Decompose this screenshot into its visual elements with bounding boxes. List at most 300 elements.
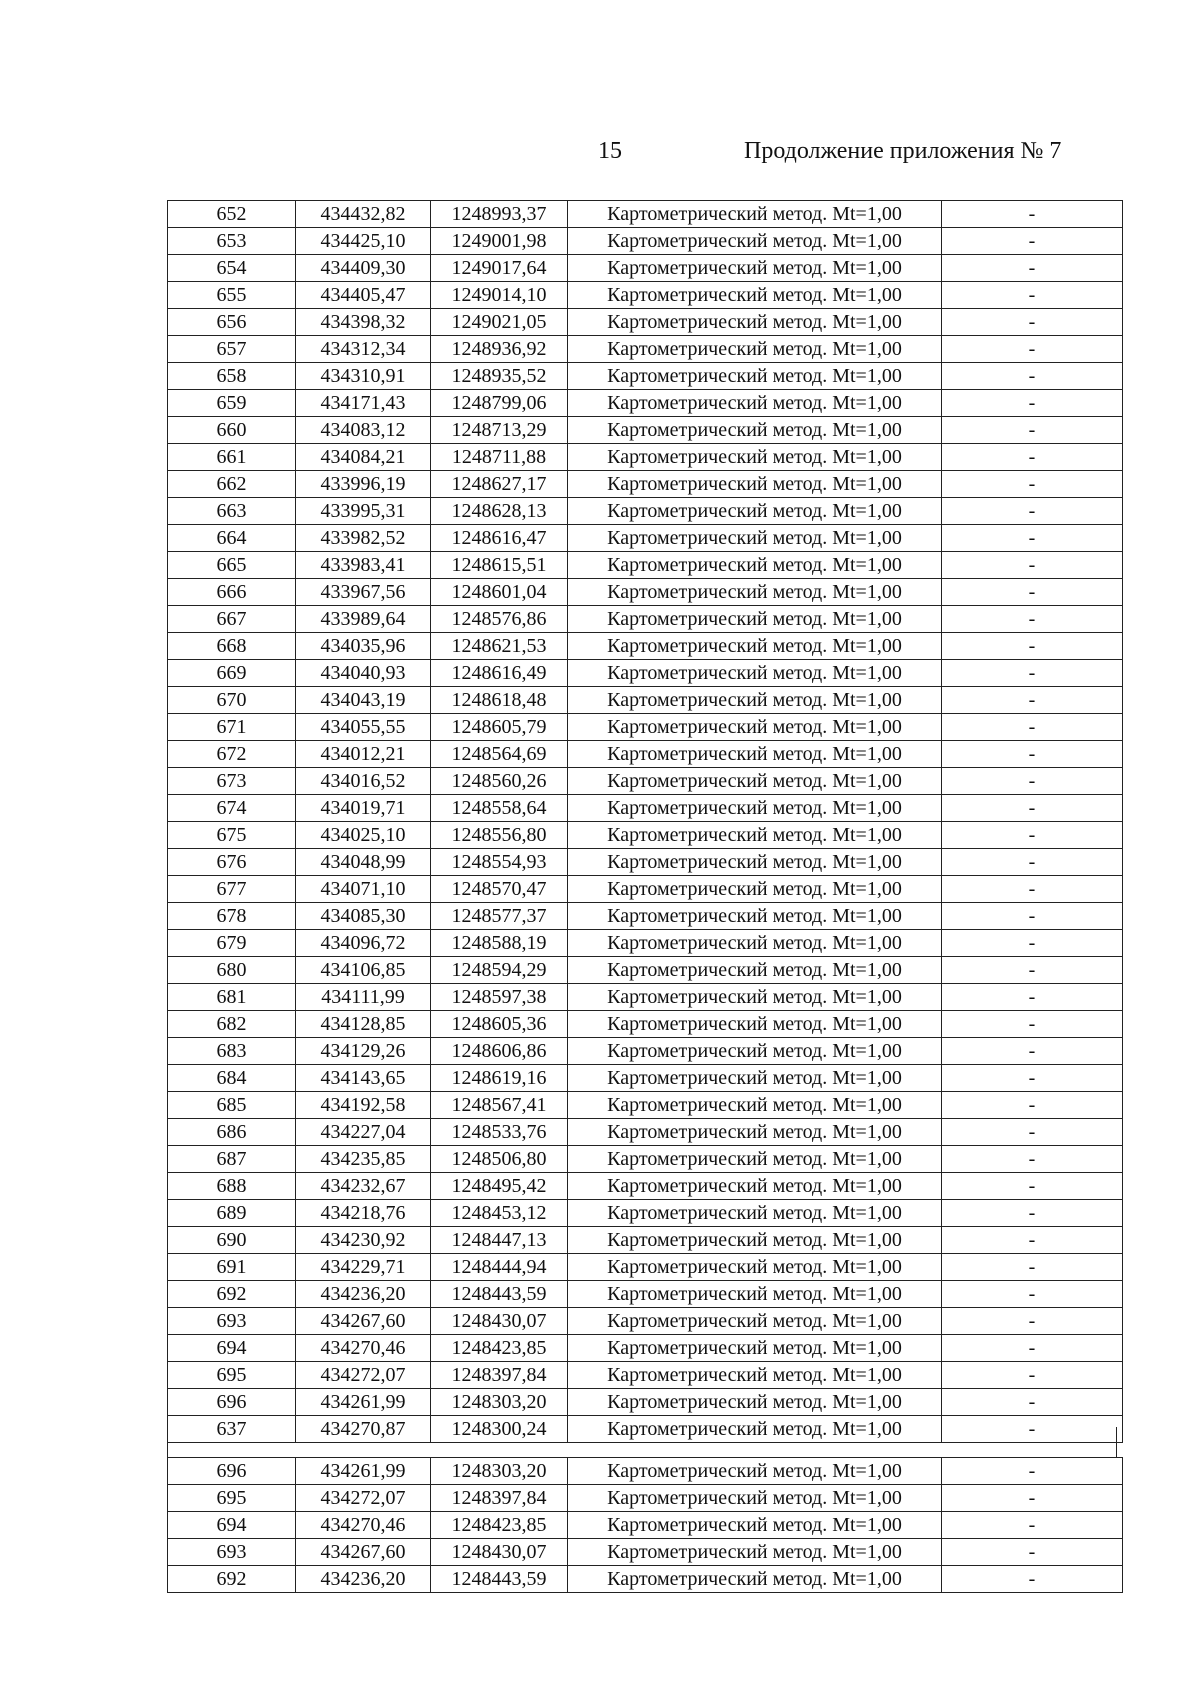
description-cell: -: [942, 336, 1123, 363]
table-row: [168, 1254, 1123, 1281]
y-coordinate-cell: 1249017,64: [431, 255, 568, 282]
x-coordinate-cell: 434071,10: [296, 876, 431, 903]
x-coordinate-cell: 434048,99: [296, 849, 431, 876]
point-number-cell: 662: [168, 471, 296, 498]
method-cell: Картометрический метод. Mt=1,00: [568, 282, 942, 309]
x-coordinate-cell: 433995,31: [296, 498, 431, 525]
table-row: [168, 1119, 1123, 1146]
y-coordinate-cell: 1248935,52: [431, 363, 568, 390]
x-coordinate-cell: 434043,19: [296, 687, 431, 714]
x-coordinate-cell: 434310,91: [296, 363, 431, 390]
method-cell: Картометрический метод. Mt=1,00: [568, 1416, 942, 1443]
point-number-cell: 655: [168, 282, 296, 309]
point-number-cell: 694: [168, 1335, 296, 1362]
x-coordinate-cell: 434405,47: [296, 282, 431, 309]
y-coordinate-cell: 1248495,42: [431, 1173, 568, 1200]
point-number-cell: 674: [168, 795, 296, 822]
y-coordinate-cell: 1248605,79: [431, 714, 568, 741]
x-coordinate-cell: 434267,60: [296, 1308, 431, 1335]
y-coordinate-cell: 1248799,06: [431, 390, 568, 417]
description-cell: -: [942, 606, 1123, 633]
description-cell: -: [942, 1092, 1123, 1119]
table-row: [168, 444, 1123, 471]
x-coordinate-cell: 434261,99: [296, 1389, 431, 1416]
point-number-cell: 696: [168, 1458, 296, 1485]
point-number-cell: 682: [168, 1011, 296, 1038]
x-coordinate-cell: 434236,20: [296, 1281, 431, 1308]
description-cell: -: [942, 309, 1123, 336]
x-coordinate-cell: 434106,85: [296, 957, 431, 984]
description-cell: -: [942, 1512, 1123, 1539]
point-number-cell: 657: [168, 336, 296, 363]
description-cell: -: [942, 795, 1123, 822]
table-row: [168, 525, 1123, 552]
x-coordinate-cell: 434236,20: [296, 1566, 431, 1593]
table-row: [168, 1485, 1123, 1512]
coordinates-table-body: [168, 201, 1123, 1443]
point-number-cell: 692: [168, 1281, 296, 1308]
table-row: [168, 1092, 1123, 1119]
x-coordinate-cell: 434261,99: [296, 1458, 431, 1485]
page-number: 15: [598, 138, 622, 164]
point-number-cell: 696: [168, 1389, 296, 1416]
method-cell: Картометрический метод. Mt=1,00: [568, 579, 942, 606]
method-cell: Картометрический метод. Mt=1,00: [568, 201, 942, 228]
description-cell: -: [942, 444, 1123, 471]
table-row: [168, 1173, 1123, 1200]
method-cell: Картометрический метод. Mt=1,00: [568, 876, 942, 903]
table-row: [168, 255, 1123, 282]
description-cell: -: [942, 1566, 1123, 1593]
coordinates-table-continuation: [167, 1457, 1123, 1593]
description-cell: -: [942, 255, 1123, 282]
table-row: [168, 336, 1123, 363]
point-number-cell: 653: [168, 228, 296, 255]
table-row: [168, 201, 1123, 228]
x-coordinate-cell: 434235,85: [296, 1146, 431, 1173]
point-number-cell: 685: [168, 1092, 296, 1119]
x-coordinate-cell: 434270,87: [296, 1416, 431, 1443]
x-coordinate-cell: 434129,26: [296, 1038, 431, 1065]
method-cell: Картометрический метод. Mt=1,00: [568, 417, 942, 444]
x-coordinate-cell: 434016,52: [296, 768, 431, 795]
y-coordinate-cell: 1248506,80: [431, 1146, 568, 1173]
y-coordinate-cell: 1248588,19: [431, 930, 568, 957]
coordinates-table: [167, 200, 1123, 1443]
y-coordinate-cell: 1248447,13: [431, 1227, 568, 1254]
table-row: [168, 1308, 1123, 1335]
point-number-cell: 693: [168, 1308, 296, 1335]
description-cell: -: [942, 1065, 1123, 1092]
y-coordinate-cell: 1248993,37: [431, 201, 568, 228]
description-cell: -: [942, 498, 1123, 525]
description-cell: -: [942, 1362, 1123, 1389]
description-cell: -: [942, 1011, 1123, 1038]
point-number-cell: 668: [168, 633, 296, 660]
y-coordinate-cell: 1248619,16: [431, 1065, 568, 1092]
table-row: [168, 606, 1123, 633]
method-cell: Картометрический метод. Mt=1,00: [568, 390, 942, 417]
method-cell: Картометрический метод. Mt=1,00: [568, 336, 942, 363]
y-coordinate-cell: 1248711,88: [431, 444, 568, 471]
table-row: [168, 822, 1123, 849]
x-coordinate-cell: 434085,30: [296, 903, 431, 930]
table-row: [168, 660, 1123, 687]
description-cell: -: [942, 1146, 1123, 1173]
point-number-cell: 667: [168, 606, 296, 633]
x-coordinate-cell: 434232,67: [296, 1173, 431, 1200]
description-cell: -: [942, 1335, 1123, 1362]
method-cell: Картометрический метод. Mt=1,00: [568, 1389, 942, 1416]
y-coordinate-cell: 1248444,94: [431, 1254, 568, 1281]
description-cell: -: [942, 390, 1123, 417]
description-cell: -: [942, 1389, 1123, 1416]
description-cell: -: [942, 1416, 1123, 1443]
x-coordinate-cell: 434084,21: [296, 444, 431, 471]
point-number-cell: 677: [168, 876, 296, 903]
table-row: [168, 903, 1123, 930]
x-coordinate-cell: 434111,99: [296, 984, 431, 1011]
y-coordinate-cell: 1248605,36: [431, 1011, 568, 1038]
table-row: [168, 1362, 1123, 1389]
point-number-cell: 663: [168, 498, 296, 525]
y-coordinate-cell: 1248616,47: [431, 525, 568, 552]
method-cell: Картометрический метод. Mt=1,00: [568, 822, 942, 849]
y-coordinate-cell: 1248615,51: [431, 552, 568, 579]
table-row: [168, 1566, 1123, 1593]
x-coordinate-cell: 434171,43: [296, 390, 431, 417]
y-coordinate-cell: 1248567,41: [431, 1092, 568, 1119]
description-cell: -: [942, 282, 1123, 309]
y-coordinate-cell: 1248430,07: [431, 1308, 568, 1335]
x-coordinate-cell: 434035,96: [296, 633, 431, 660]
description-cell: -: [942, 1119, 1123, 1146]
y-coordinate-cell: 1248397,84: [431, 1362, 568, 1389]
table-row: [168, 309, 1123, 336]
point-number-cell: 673: [168, 768, 296, 795]
x-coordinate-cell: 434272,07: [296, 1485, 431, 1512]
point-number-cell: 675: [168, 822, 296, 849]
description-cell: -: [942, 633, 1123, 660]
point-number-cell: 680: [168, 957, 296, 984]
description-cell: -: [942, 768, 1123, 795]
y-coordinate-cell: 1248606,86: [431, 1038, 568, 1065]
method-cell: Картометрический метод. Mt=1,00: [568, 1512, 942, 1539]
x-coordinate-cell: 434192,58: [296, 1092, 431, 1119]
y-coordinate-cell: 1248621,53: [431, 633, 568, 660]
x-coordinate-cell: 434267,60: [296, 1539, 431, 1566]
x-coordinate-cell: 434143,65: [296, 1065, 431, 1092]
point-number-cell: 661: [168, 444, 296, 471]
description-cell: -: [942, 984, 1123, 1011]
description-cell: -: [942, 525, 1123, 552]
point-number-cell: 687: [168, 1146, 296, 1173]
y-coordinate-cell: 1248303,20: [431, 1389, 568, 1416]
point-number-cell: 679: [168, 930, 296, 957]
table-row: [168, 228, 1123, 255]
y-coordinate-cell: 1248936,92: [431, 336, 568, 363]
method-cell: Картометрический метод. Mt=1,00: [568, 498, 942, 525]
y-coordinate-cell: 1248533,76: [431, 1119, 568, 1146]
table-row: [168, 579, 1123, 606]
x-coordinate-cell: 434096,72: [296, 930, 431, 957]
point-number-cell: 693: [168, 1539, 296, 1566]
table-row: [168, 1335, 1123, 1362]
x-coordinate-cell: 434012,21: [296, 741, 431, 768]
x-coordinate-cell: 434398,32: [296, 309, 431, 336]
x-coordinate-cell: 434230,92: [296, 1227, 431, 1254]
table-row: [168, 1539, 1123, 1566]
table-row: [168, 390, 1123, 417]
x-coordinate-cell: 433989,64: [296, 606, 431, 633]
y-coordinate-cell: 1248570,47: [431, 876, 568, 903]
point-number-cell: 678: [168, 903, 296, 930]
description-cell: -: [942, 714, 1123, 741]
description-cell: -: [942, 741, 1123, 768]
method-cell: Картометрический метод. Mt=1,00: [568, 714, 942, 741]
method-cell: Картометрический метод. Mt=1,00: [568, 471, 942, 498]
description-cell: -: [942, 1458, 1123, 1485]
point-number-cell: 692: [168, 1566, 296, 1593]
y-coordinate-cell: 1248576,86: [431, 606, 568, 633]
table-row: [168, 1038, 1123, 1065]
method-cell: Картометрический метод. Mt=1,00: [568, 930, 942, 957]
table-row: [168, 1011, 1123, 1038]
description-cell: -: [942, 849, 1123, 876]
y-coordinate-cell: 1248443,59: [431, 1566, 568, 1593]
y-coordinate-cell: 1249021,05: [431, 309, 568, 336]
point-number-cell: 690: [168, 1227, 296, 1254]
method-cell: Картометрический метод. Mt=1,00: [568, 984, 942, 1011]
y-coordinate-cell: 1248577,37: [431, 903, 568, 930]
table-row: [168, 930, 1123, 957]
y-coordinate-cell: 1248303,20: [431, 1458, 568, 1485]
y-coordinate-cell: 1248430,07: [431, 1539, 568, 1566]
y-coordinate-cell: 1248594,29: [431, 957, 568, 984]
x-coordinate-cell: 434040,93: [296, 660, 431, 687]
y-coordinate-cell: 1248423,85: [431, 1512, 568, 1539]
table-row: [168, 849, 1123, 876]
x-coordinate-cell: 434083,12: [296, 417, 431, 444]
table-row: [168, 633, 1123, 660]
table-row: [168, 1200, 1123, 1227]
table-row: [168, 552, 1123, 579]
method-cell: Картометрический метод. Mt=1,00: [568, 660, 942, 687]
method-cell: Картометрический метод. Mt=1,00: [568, 309, 942, 336]
method-cell: Картометрический метод. Mt=1,00: [568, 1458, 942, 1485]
table-row: [168, 1146, 1123, 1173]
point-number-cell: 652: [168, 201, 296, 228]
point-number-cell: 656: [168, 309, 296, 336]
point-number-cell: 684: [168, 1065, 296, 1092]
description-cell: -: [942, 471, 1123, 498]
description-cell: -: [942, 1308, 1123, 1335]
point-number-cell: 676: [168, 849, 296, 876]
y-coordinate-cell: 1248554,93: [431, 849, 568, 876]
table-row: [168, 1512, 1123, 1539]
point-number-cell: 691: [168, 1254, 296, 1281]
method-cell: Картометрический метод. Mt=1,00: [568, 1092, 942, 1119]
table-gap-row: [167, 1427, 1117, 1457]
point-number-cell: 694: [168, 1512, 296, 1539]
table-row: [168, 957, 1123, 984]
y-coordinate-cell: 1248423,85: [431, 1335, 568, 1362]
table-row: [168, 417, 1123, 444]
method-cell: Картометрический метод. Mt=1,00: [568, 1227, 942, 1254]
table-row: [168, 1227, 1123, 1254]
y-coordinate-cell: 1248713,29: [431, 417, 568, 444]
x-coordinate-cell: 434229,71: [296, 1254, 431, 1281]
point-number-cell: 666: [168, 579, 296, 606]
description-cell: -: [942, 876, 1123, 903]
method-cell: Картометрический метод. Mt=1,00: [568, 633, 942, 660]
method-cell: Картометрический метод. Mt=1,00: [568, 768, 942, 795]
description-cell: -: [942, 957, 1123, 984]
method-cell: Картометрический метод. Mt=1,00: [568, 1281, 942, 1308]
point-number-cell: 683: [168, 1038, 296, 1065]
method-cell: Картометрический метод. Mt=1,00: [568, 957, 942, 984]
y-coordinate-cell: 1248300,24: [431, 1416, 568, 1443]
x-coordinate-cell: 434312,34: [296, 336, 431, 363]
x-coordinate-cell: 434425,10: [296, 228, 431, 255]
appendix-title: Продолжение приложения № 7: [744, 138, 1062, 164]
description-cell: -: [942, 552, 1123, 579]
table-row: [168, 282, 1123, 309]
description-cell: -: [942, 1200, 1123, 1227]
point-number-cell: 659: [168, 390, 296, 417]
description-cell: -: [942, 930, 1123, 957]
description-cell: -: [942, 1254, 1123, 1281]
table-row: [168, 1389, 1123, 1416]
x-coordinate-cell: 434128,85: [296, 1011, 431, 1038]
table-row: [168, 1281, 1123, 1308]
method-cell: Картометрический метод. Mt=1,00: [568, 1038, 942, 1065]
y-coordinate-cell: 1248560,26: [431, 768, 568, 795]
table-row: [168, 1065, 1123, 1092]
y-coordinate-cell: 1248627,17: [431, 471, 568, 498]
point-number-cell: 686: [168, 1119, 296, 1146]
table-row: [168, 741, 1123, 768]
y-coordinate-cell: 1248397,84: [431, 1485, 568, 1512]
y-coordinate-cell: 1248453,12: [431, 1200, 568, 1227]
y-coordinate-cell: 1248601,04: [431, 579, 568, 606]
point-number-cell: 658: [168, 363, 296, 390]
table-row: [168, 1458, 1123, 1485]
y-coordinate-cell: 1248616,49: [431, 660, 568, 687]
table-row: [168, 687, 1123, 714]
y-coordinate-cell: 1248558,64: [431, 795, 568, 822]
table-row: [168, 471, 1123, 498]
method-cell: Картометрический метод. Mt=1,00: [568, 1011, 942, 1038]
x-coordinate-cell: 434270,46: [296, 1335, 431, 1362]
x-coordinate-cell: 433996,19: [296, 471, 431, 498]
table-row: [168, 714, 1123, 741]
point-number-cell: 665: [168, 552, 296, 579]
table-row: [168, 984, 1123, 1011]
method-cell: Картометрический метод. Mt=1,00: [568, 1173, 942, 1200]
y-coordinate-cell: 1248564,69: [431, 741, 568, 768]
x-coordinate-cell: 434055,55: [296, 714, 431, 741]
point-number-cell: 695: [168, 1485, 296, 1512]
description-cell: -: [942, 228, 1123, 255]
method-cell: Картометрический метод. Mt=1,00: [568, 1308, 942, 1335]
y-coordinate-cell: 1248556,80: [431, 822, 568, 849]
x-coordinate-cell: 433983,41: [296, 552, 431, 579]
x-coordinate-cell: 433967,56: [296, 579, 431, 606]
point-number-cell: 669: [168, 660, 296, 687]
method-cell: Картометрический метод. Mt=1,00: [568, 552, 942, 579]
table-row: [168, 795, 1123, 822]
description-cell: -: [942, 363, 1123, 390]
description-cell: -: [942, 1539, 1123, 1566]
x-coordinate-cell: 434432,82: [296, 201, 431, 228]
point-number-cell: 688: [168, 1173, 296, 1200]
method-cell: Картометрический метод. Mt=1,00: [568, 363, 942, 390]
point-number-cell: 689: [168, 1200, 296, 1227]
description-cell: -: [942, 1227, 1123, 1254]
method-cell: Картометрический метод. Mt=1,00: [568, 741, 942, 768]
table-row: [168, 498, 1123, 525]
x-coordinate-cell: 434270,46: [296, 1512, 431, 1539]
y-coordinate-cell: 1248597,38: [431, 984, 568, 1011]
table-row: [168, 768, 1123, 795]
method-cell: Картометрический метод. Mt=1,00: [568, 1254, 942, 1281]
method-cell: Картометрический метод. Mt=1,00: [568, 228, 942, 255]
point-number-cell: 681: [168, 984, 296, 1011]
method-cell: Картометрический метод. Mt=1,00: [568, 1335, 942, 1362]
method-cell: Картометрический метод. Mt=1,00: [568, 1566, 942, 1593]
y-coordinate-cell: 1248628,13: [431, 498, 568, 525]
description-cell: -: [942, 201, 1123, 228]
description-cell: -: [942, 1038, 1123, 1065]
description-cell: -: [942, 822, 1123, 849]
point-number-cell: 654: [168, 255, 296, 282]
point-number-cell: 695: [168, 1362, 296, 1389]
coordinates-table-continuation-body: [168, 1458, 1123, 1593]
y-coordinate-cell: 1248618,48: [431, 687, 568, 714]
point-number-cell: 660: [168, 417, 296, 444]
description-cell: -: [942, 1485, 1123, 1512]
method-cell: Картометрический метод. Mt=1,00: [568, 1065, 942, 1092]
method-cell: Картометрический метод. Mt=1,00: [568, 1539, 942, 1566]
description-cell: -: [942, 417, 1123, 444]
y-coordinate-cell: 1249014,10: [431, 282, 568, 309]
description-cell: -: [942, 903, 1123, 930]
method-cell: Картометрический метод. Mt=1,00: [568, 444, 942, 471]
method-cell: Картометрический метод. Mt=1,00: [568, 1362, 942, 1389]
point-number-cell: 672: [168, 741, 296, 768]
table-row: [168, 876, 1123, 903]
method-cell: Картометрический метод. Mt=1,00: [568, 795, 942, 822]
description-cell: -: [942, 660, 1123, 687]
description-cell: -: [942, 1173, 1123, 1200]
method-cell: Картометрический метод. Mt=1,00: [568, 255, 942, 282]
method-cell: Картометрический метод. Mt=1,00: [568, 849, 942, 876]
method-cell: Картометрический метод. Mt=1,00: [568, 1146, 942, 1173]
method-cell: Картометрический метод. Mt=1,00: [568, 1119, 942, 1146]
table-row: [168, 363, 1123, 390]
point-number-cell: 637: [168, 1416, 296, 1443]
description-cell: -: [942, 579, 1123, 606]
method-cell: Картометрический метод. Mt=1,00: [568, 687, 942, 714]
description-cell: -: [942, 1281, 1123, 1308]
y-coordinate-cell: 1249001,98: [431, 228, 568, 255]
x-coordinate-cell: 434025,10: [296, 822, 431, 849]
x-coordinate-cell: 434019,71: [296, 795, 431, 822]
method-cell: Картометрический метод. Mt=1,00: [568, 606, 942, 633]
x-coordinate-cell: 434227,04: [296, 1119, 431, 1146]
point-number-cell: 671: [168, 714, 296, 741]
